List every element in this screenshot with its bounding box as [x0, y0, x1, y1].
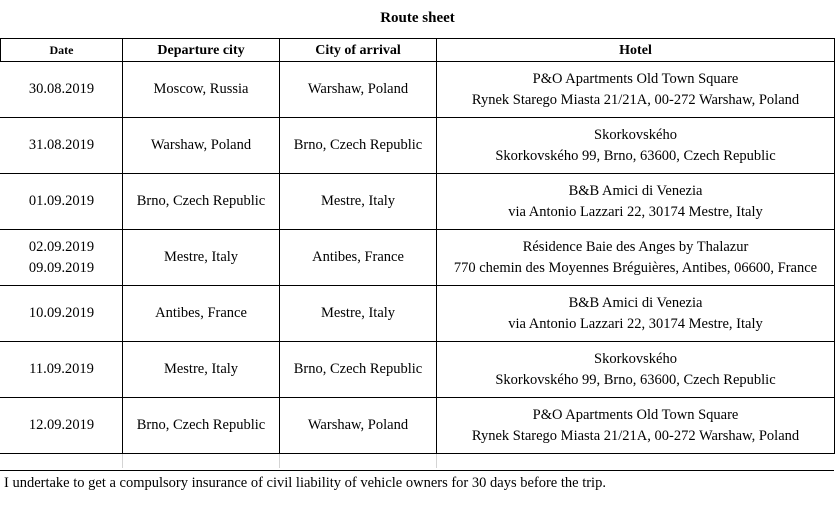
- table-row: [1, 230, 835, 286]
- date-cell: 10.09.2019: [1, 286, 123, 342]
- hotel-name: B&B Amici di Venezia: [568, 294, 703, 311]
- hotel-address: Skorkovského 99, Brno, 63600, Czech Republic: [495, 371, 776, 388]
- hotel-cell: [437, 230, 835, 286]
- hotel-address: via Antonio Lazzari 22, 30174 Mestre, Italy: [508, 315, 763, 332]
- arrival-cell: Mestre, Italy: [280, 174, 437, 230]
- hotel-address: via Antonio Lazzari 22, 30174 Mestre, Italy: [508, 203, 763, 220]
- hotel-name: P&O Apartments Old Town Square: [532, 406, 739, 423]
- date-cell: 12.09.2019: [1, 398, 123, 454]
- departure-cell: Antibes, France: [123, 286, 280, 342]
- header-departure: Departure city: [123, 39, 280, 62]
- arrival-cell: Mestre, Italy: [280, 286, 437, 342]
- departure-cell: Brno, Czech Republic: [123, 398, 280, 454]
- table-row: [1, 174, 835, 230]
- table-row: [1, 342, 835, 398]
- table-row: [1, 286, 835, 342]
- arrival-cell: Antibes, France: [280, 230, 437, 286]
- departure-cell: Brno, Czech Republic: [123, 174, 280, 230]
- departure-cell: Warshaw, Poland: [123, 118, 280, 174]
- hotel-cell: [437, 342, 835, 398]
- departure-cell: Mestre, Italy: [123, 342, 280, 398]
- table-header-row: [1, 39, 835, 62]
- hotel-name: Résidence Baie des Anges by Thalazur: [522, 238, 749, 255]
- hotel-cell: [437, 118, 835, 174]
- arrival-cell: Warshaw, Poland: [280, 62, 437, 118]
- date-cell: 01.09.2019: [1, 174, 123, 230]
- arrival-cell: Warshaw, Poland: [280, 398, 437, 454]
- hotel-name: B&B Amici di Venezia: [568, 182, 703, 199]
- arrival-cell: Brno, Czech Republic: [280, 342, 437, 398]
- hotel-address: Rynek Starego Miasta 21/21A, 00-272 Warshaw, Poland: [471, 427, 800, 444]
- table-row: [1, 398, 835, 454]
- date-cell: 11.09.2019: [1, 342, 123, 398]
- departure-cell: Mestre, Italy: [123, 230, 280, 286]
- hotel-cell: [437, 62, 835, 118]
- hotel-cell: [437, 398, 835, 454]
- header-hotel: Hotel: [437, 39, 835, 62]
- hotel-cell: [437, 174, 835, 230]
- table-row: [1, 118, 835, 174]
- hotel-cell: [437, 286, 835, 342]
- arrival-cell: Brno, Czech Republic: [280, 118, 437, 174]
- hotel-address: Skorkovského 99, Brno, 63600, Czech Republic: [495, 147, 776, 164]
- date-cell: 02.09.2019 09.09.2019: [1, 230, 123, 286]
- header-arrival: City of arrival: [280, 39, 437, 62]
- divider: [0, 470, 834, 471]
- departure-cell: Moscow, Russia: [123, 62, 280, 118]
- insurance-note: I undertake to get a compulsory insurance of civil liability of vehicle owners for 30 days before the trip.: [4, 475, 606, 491]
- hotel-address: 770 chemin des Moyennes Bréguières, Antibes, 06600, France: [453, 259, 818, 276]
- hotel-address: Rynek Starego Miasta 21/21A, 00-272 Warshaw, Poland: [471, 91, 800, 108]
- spacer-row: [1, 454, 835, 469]
- table-row: [1, 62, 835, 118]
- header-date: Date: [1, 39, 123, 62]
- hotel-name: Skorkovského: [594, 126, 677, 143]
- route-table: [0, 38, 835, 468]
- date-cell: 30.08.2019: [1, 62, 123, 118]
- hotel-name: Skorkovského: [594, 350, 677, 367]
- hotel-name: P&O Apartments Old Town Square: [532, 70, 739, 87]
- date-cell: 31.08.2019: [1, 118, 123, 174]
- page-title: Route sheet: [380, 10, 455, 26]
